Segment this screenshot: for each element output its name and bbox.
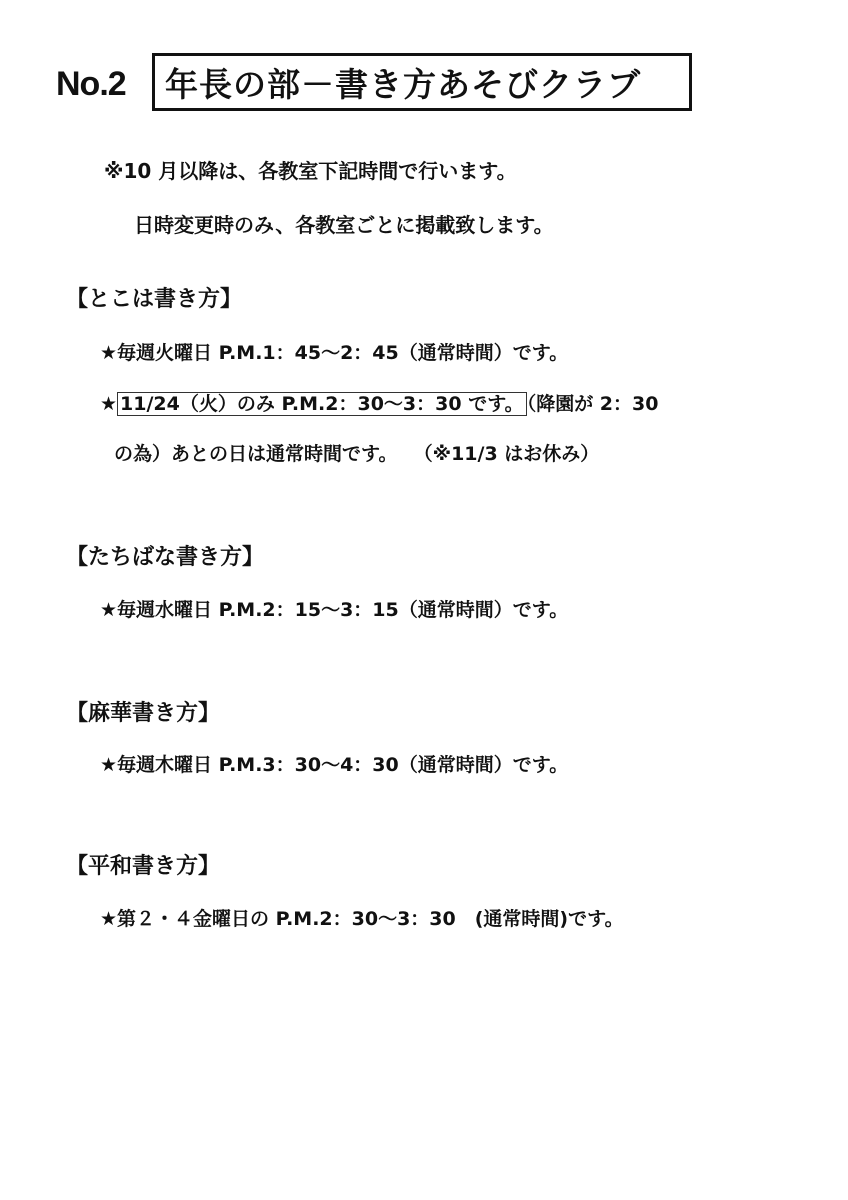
exception-reason: （降園が 2：30 (526, 393, 659, 415)
exception-date-box: 11/24（火）のみ P.M.2：30～3：30 です。 (117, 392, 527, 416)
section-heading-tachibana: 【たちばな書き方】 (66, 545, 265, 570)
tokoha-schedule-line: ★毎週火曜日 P.M.1：45～2：45（通常時間）です。 (100, 342, 569, 364)
star-mark: ★ (100, 393, 118, 415)
heiwa-schedule-line: ★第２・４金曜日の P.M.2：30～3：30 (通常時間)です。 (100, 908, 624, 930)
section-heading-tokoha: 【とこは書き方】 (66, 287, 243, 312)
tachibana-schedule-line: ★毎週水曜日 P.M.2：15～3：15（通常時間）です。 (100, 599, 569, 621)
document-number: No.2 (56, 65, 126, 103)
asaka-schedule-line: ★毎週木曜日 P.M.3：30～4：30（通常時間）です。 (100, 754, 569, 776)
document-title: 年長の部－書き方あそびクラブ (165, 64, 641, 104)
tokoha-note-line: の為）あとの日は通常時間です。 （※11/3 はお休み） (114, 443, 600, 465)
section-heading-asaka: 【麻華書き方】 (66, 701, 221, 726)
tokoha-exception-line (100, 391, 658, 417)
notice-line-1: ※10 月以降は、各教室下記時間で行います。 (104, 159, 517, 183)
title-box (152, 53, 692, 111)
section-heading-heiwa: 【平和書き方】 (66, 854, 221, 879)
notice-line-2: 日時変更時のみ、各教室ごとに掲載致します。 (134, 213, 554, 237)
